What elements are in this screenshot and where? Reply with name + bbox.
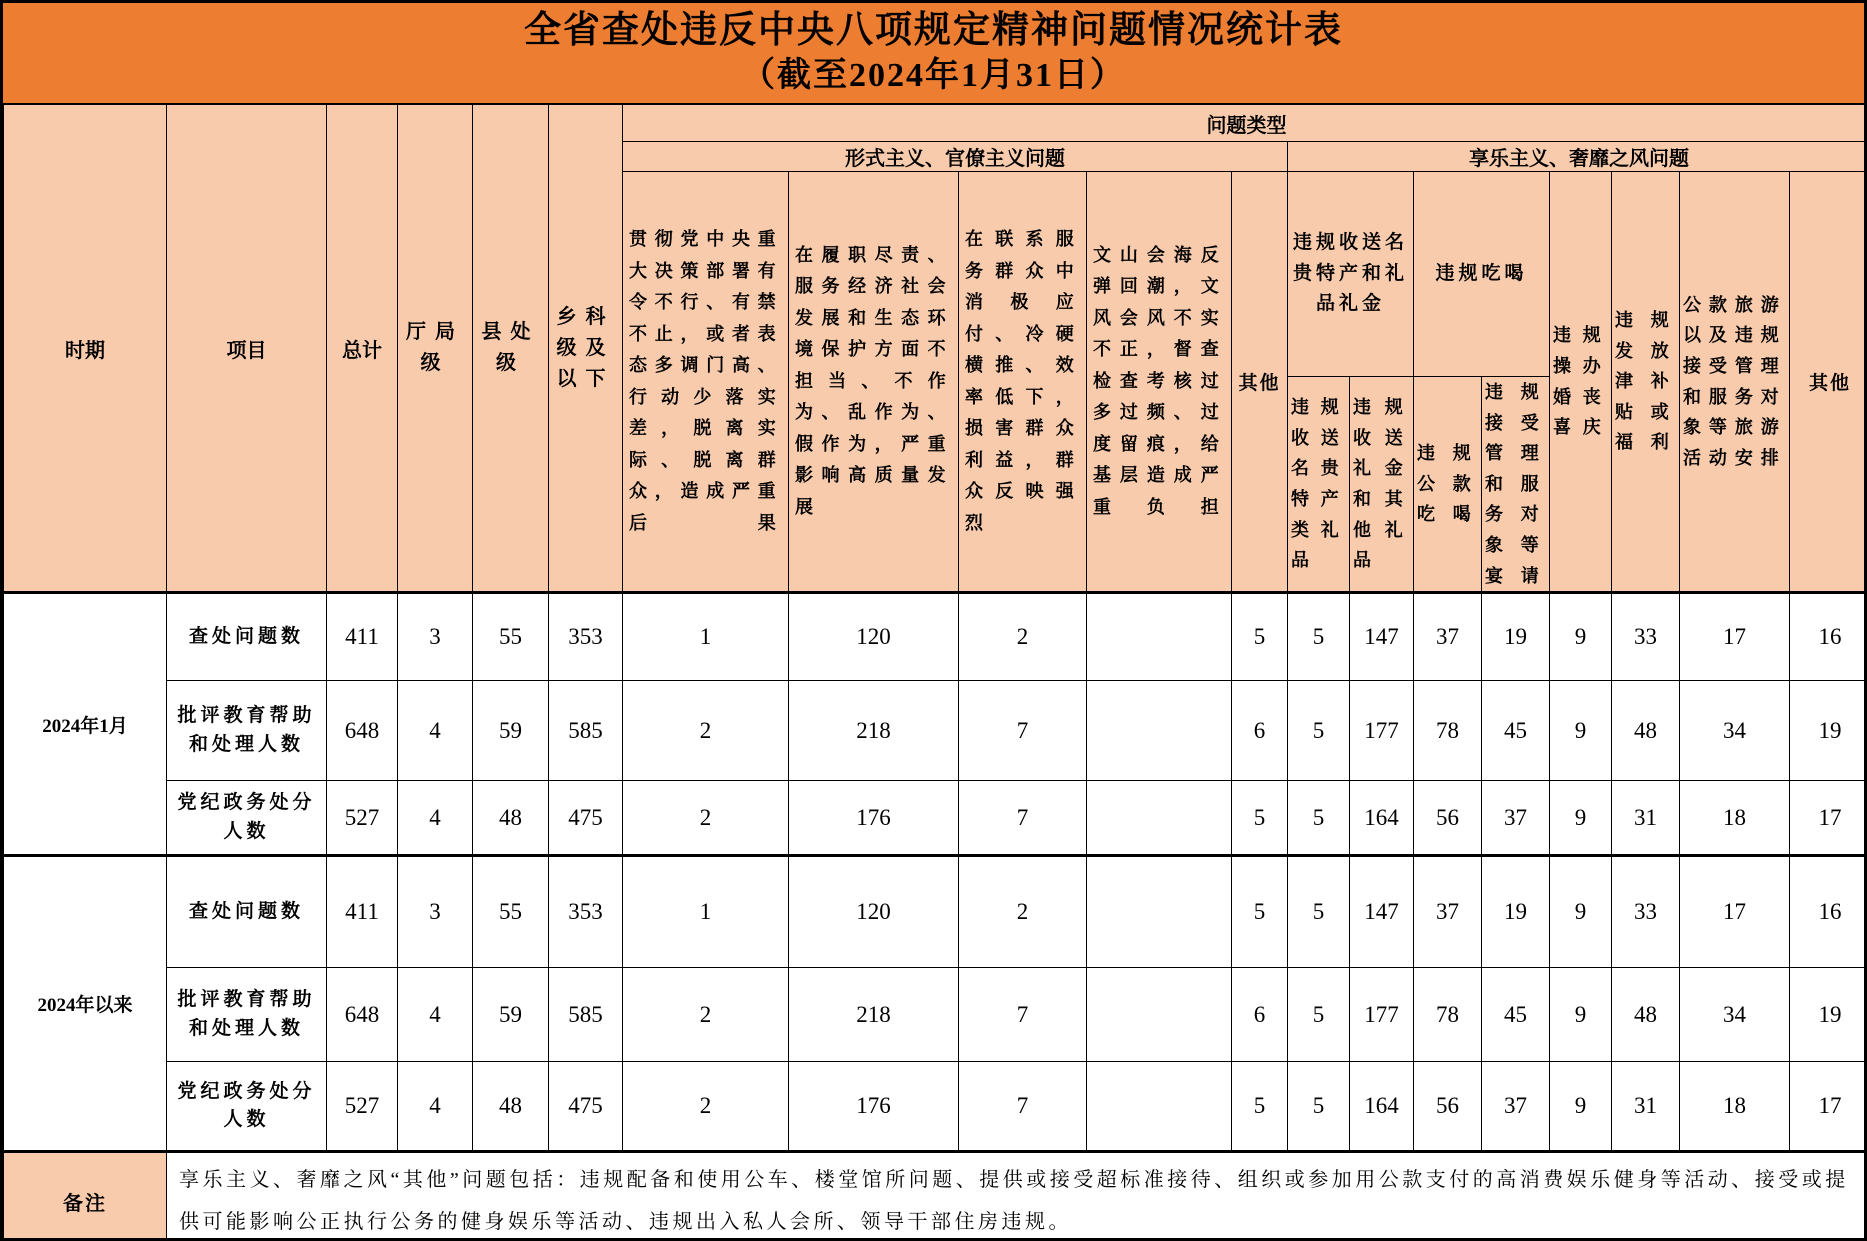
row-label: 批评教育帮助和处理人数 [167,968,327,1062]
value-cell: 5 [1232,781,1288,856]
value-cell: 9 [1550,593,1612,681]
value-cell: 17 [1790,1062,1867,1152]
value-cell: 4 [398,681,473,781]
header-group-dining: 违规吃喝 [1414,172,1550,377]
value-cell: 55 [473,856,549,968]
value-cell: 16 [1790,593,1867,681]
row-label: 查处问题数 [167,856,327,968]
value-cell: 1 [623,593,789,681]
value-cell: 56 [1414,1062,1482,1152]
value-cell: 5 [1232,593,1288,681]
header-col-masses: 在联系服务群众中消极应付、冷硬横推、效率低下，损害群众利益，群众反映强烈 [959,172,1087,593]
value-cell: 648 [327,681,398,781]
value-cell: 45 [1482,968,1550,1062]
value-cell: 9 [1550,968,1612,1062]
row-label: 党纪政务处分人数 [167,781,327,856]
value-cell: 2 [959,593,1087,681]
value-cell: 4 [398,1062,473,1152]
value-cell: 7 [959,968,1087,1062]
value-cell: 19 [1482,593,1550,681]
value-cell: 585 [549,681,623,781]
value-cell: 6 [1232,968,1288,1062]
value-cell: 2 [623,681,789,781]
value-cell: 2 [623,1062,789,1152]
value-cell: 2 [959,856,1087,968]
value-cell [1087,1062,1232,1152]
value-cell: 33 [1612,856,1680,968]
value-cell: 16 [1790,856,1867,968]
value-cell: 78 [1414,681,1482,781]
header-group-hedonism: 享乐主义、奢靡之风问题 [1288,142,1867,172]
value-cell: 147 [1350,856,1414,968]
value-cell: 7 [959,781,1087,856]
value-cell: 527 [327,1062,398,1152]
header-total: 总计 [327,105,398,593]
header-col-allowance: 违规发放津补贴或福利 [1612,172,1680,593]
value-cell: 5 [1288,968,1350,1062]
value-cell: 5 [1288,593,1350,681]
value-cell: 177 [1350,681,1414,781]
value-cell: 48 [1612,968,1680,1062]
row-label: 查处问题数 [167,593,327,681]
header-level-ting: 厅局级 [398,105,473,593]
header-col-duty: 在履职尽责、服务经济社会发展和生态环境保护方面不担当、不作为、乱作为、假作为，严重影响高质量发展 [789,172,959,593]
value-cell [1087,593,1232,681]
header-period: 时期 [4,105,167,593]
header-col-dining-public: 违规公款吃喝 [1414,377,1482,593]
value-cell: 411 [327,593,398,681]
value-cell: 56 [1414,781,1482,856]
value-cell: 34 [1680,681,1790,781]
value-cell: 9 [1550,781,1612,856]
value-cell: 17 [1680,593,1790,681]
value-cell: 218 [789,681,959,781]
value-cell: 475 [549,1062,623,1152]
header-col-travel: 公款旅游以及违规接受管理和服务对象等旅游活动安排 [1680,172,1790,593]
value-cell: 78 [1414,968,1482,1062]
header-col-implement: 贯彻党中央重大决策部署有令不行、有禁不止，或者表态多调门高、行动少落实差，脱离实际、脱离群众，造成严重后果 [623,172,789,593]
value-cell: 648 [327,968,398,1062]
value-cell: 120 [789,593,959,681]
header-level-xiang: 乡科级及以下 [549,105,623,593]
value-cell: 585 [549,968,623,1062]
value-cell: 45 [1482,681,1550,781]
value-cell: 353 [549,856,623,968]
header-col-other-formalism: 其他 [1232,172,1288,593]
value-cell: 48 [473,781,549,856]
value-cell: 59 [473,968,549,1062]
value-cell: 475 [549,781,623,856]
value-cell: 2 [623,781,789,856]
value-cell [1087,681,1232,781]
value-cell: 37 [1482,1062,1550,1152]
value-cell: 5 [1232,856,1288,968]
value-cell: 33 [1612,593,1680,681]
value-cell: 5 [1288,1062,1350,1152]
value-cell: 1 [623,856,789,968]
value-cell: 177 [1350,968,1414,1062]
value-cell: 5 [1288,856,1350,968]
table-title-line2: （截至2024年1月31日） [741,57,1126,94]
value-cell: 19 [1790,681,1867,781]
header-col-gifts-cash: 违规收送礼金和其他礼品 [1350,377,1414,593]
value-cell: 147 [1350,593,1414,681]
table-title-line1: 全省查处违反中央八项规定精神问题情况统计表 [524,10,1343,51]
value-cell: 218 [789,968,959,1062]
value-cell: 17 [1790,781,1867,856]
header-col-dining-banquet: 违规接受管理和服务对象等宴请 [1482,377,1550,593]
value-cell: 37 [1414,856,1482,968]
period-2024-jan: 2024年1月 [4,593,167,856]
value-cell: 120 [789,856,959,968]
value-cell: 176 [789,1062,959,1152]
value-cell: 6 [1232,681,1288,781]
value-cell: 164 [1350,781,1414,856]
value-cell: 37 [1482,781,1550,856]
value-cell [1087,856,1232,968]
value-cell: 411 [327,856,398,968]
value-cell: 48 [1612,681,1680,781]
value-cell: 7 [959,1062,1087,1152]
remark-text: 享乐主义、奢靡之风“其他”问题包括：违规配备和使用公车、楼堂馆所问题、提供或接受超标准接待、组织或参加用公款支付的高消费娱乐健身等活动、接受或提供可能影响公正执行公务的健身娱乐等活动、违规出入私人会所、领导干部住房违规。 [167,1152,1867,1241]
value-cell: 5 [1288,681,1350,781]
value-cell: 55 [473,593,549,681]
value-cell: 5 [1232,1062,1288,1152]
value-cell: 176 [789,781,959,856]
value-cell: 3 [398,856,473,968]
value-cell: 59 [473,681,549,781]
value-cell: 164 [1350,1062,1414,1152]
value-cell: 31 [1612,1062,1680,1152]
period-2024-since: 2024年以来 [4,856,167,1152]
value-cell: 3 [398,593,473,681]
value-cell: 19 [1790,968,1867,1062]
row-label: 党纪政务处分人数 [167,1062,327,1152]
value-cell: 37 [1414,593,1482,681]
value-cell: 353 [549,593,623,681]
value-cell: 2 [623,968,789,1062]
value-cell: 17 [1680,856,1790,968]
value-cell: 527 [327,781,398,856]
value-cell: 5 [1288,781,1350,856]
value-cell: 9 [1550,1062,1612,1152]
value-cell: 9 [1550,681,1612,781]
remark-label: 备注 [4,1152,167,1241]
value-cell [1087,781,1232,856]
value-cell: 18 [1680,781,1790,856]
value-cell: 19 [1482,856,1550,968]
value-cell: 4 [398,781,473,856]
header-col-gifts-specialty: 违规收送名贵特产类礼品 [1288,377,1350,593]
value-cell: 18 [1680,1062,1790,1152]
value-cell: 48 [473,1062,549,1152]
header-level-xian: 县处级 [473,105,549,593]
header-col-wedding: 违规操办婚丧喜庆 [1550,172,1612,593]
header-group-formalism: 形式主义、官僚主义问题 [623,142,1288,172]
value-cell: 9 [1550,856,1612,968]
table-title [3,3,1864,104]
header-col-docs: 文山会海反弹回潮，文风会风不实不正，督查检查考核过多过频、过度留痕，给基层造成严重负担 [1087,172,1232,593]
value-cell: 4 [398,968,473,1062]
value-cell: 31 [1612,781,1680,856]
row-label: 批评教育帮助和处理人数 [167,681,327,781]
value-cell [1087,968,1232,1062]
header-col-other-hedonism: 其他 [1790,172,1867,593]
statistics-table [3,104,1867,1241]
header-item: 项目 [167,105,327,593]
value-cell: 34 [1680,968,1790,1062]
header-group-gifts: 违规收送名贵特产和礼品礼金 [1288,172,1414,377]
value-cell: 7 [959,681,1087,781]
header-problem-type: 问题类型 [623,105,1867,142]
